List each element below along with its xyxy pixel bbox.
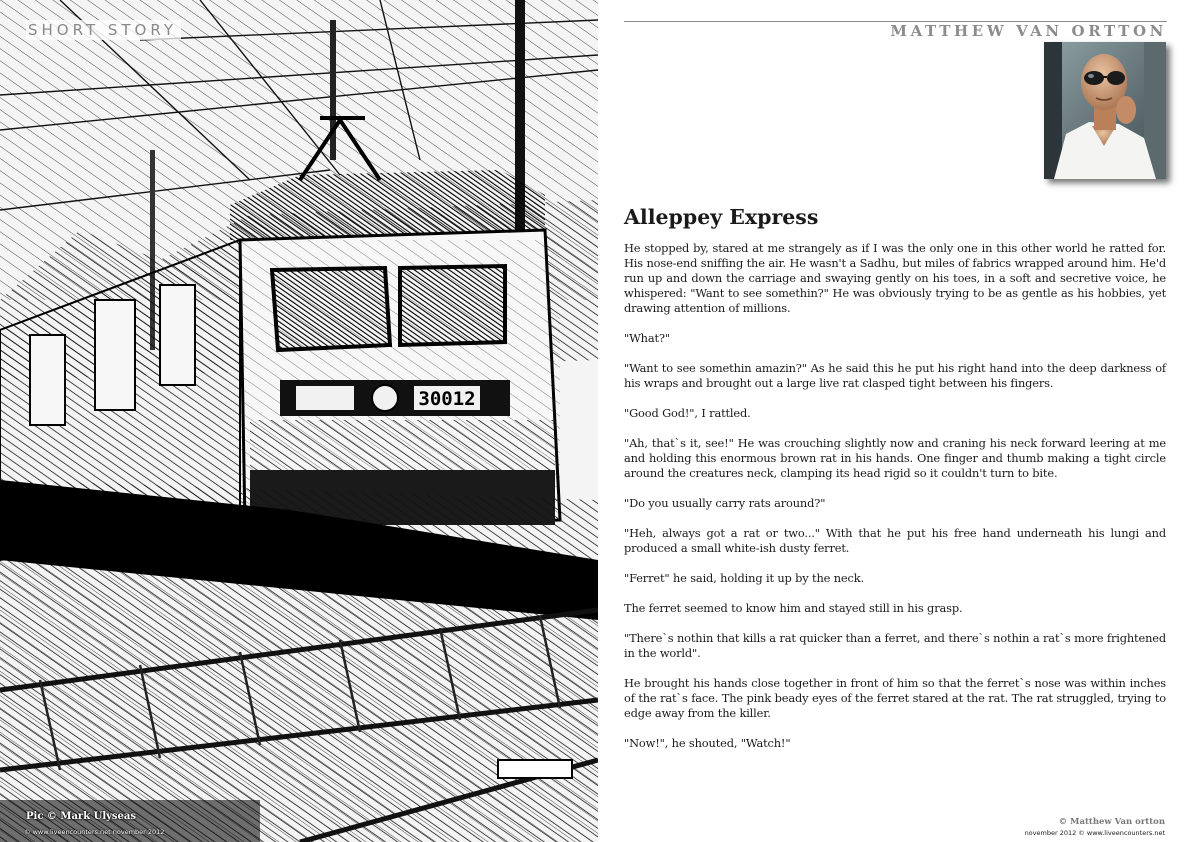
story-paragraph: "Do you usually carry rats around?" — [624, 496, 826, 510]
locomotive-number: 30012 — [418, 388, 476, 410]
section-label: SHORT STORY — [26, 20, 181, 40]
story-paragraph: The ferret seemed to know him and stayed still in his grasp. — [624, 601, 963, 615]
story-paragraph: He brought his hands close together in front of him so that the ferret`s nose was within inches of the rat`s face. The pink beady eyes of the ferret stared at the rat. The rat struggled, trying to edge away from the killer. — [624, 676, 1166, 720]
story-paragraph: "What?" — [624, 331, 670, 345]
story-body — [624, 241, 1166, 766]
story-paragraph: He stopped by, stared at me strangely as if I was the only one in this other world he ratted for. His nose-end sniffing the air. He wasn't a Sadhu, but miles of fabrics wrapped around him. He'd run up and down the carriage and swaying gently on his toes, in a soft and secretive voice, he whispered: "Want to see somethin?" He was obviously trying to be as gentle as his hobbies, yet drawing attention of millions. — [624, 241, 1166, 315]
issue-footer: november 2012 © www.liveencounters.net — [1024, 829, 1165, 837]
left-page-footer: © www.liveencounters.net november 2012 — [24, 828, 165, 836]
story-paragraph: "Ah, that`s it, see!" He was crouching slightly now and craning his neck forward leering at me and holding this enormous brown rat in his hands. One finger and thumb making a tight circle around the creatures neck, clamping its head rigid so it couldn't turn to bite. — [624, 436, 1166, 480]
story-paragraph: "Heh, always got a rat or two..." With that he put his free hand underneath his lungi and produced a small white-ish dusty ferret. — [624, 526, 1166, 555]
author-name: MATTHEW VAN ORTTON — [890, 22, 1167, 40]
story-paragraph: "Good God!", I rattled. — [624, 406, 751, 420]
story-paragraph: "Want to see somethin amazin?" As he said this he put his right hand into the deep darkness of his wraps and brought out a large live rat clasped tight between his fingers. — [624, 361, 1166, 390]
photo-credit: Pic © Mark Ulyseas — [26, 811, 137, 822]
author-copyright: © Matthew Van ortton — [1058, 817, 1165, 827]
author-photo — [1044, 42, 1166, 179]
story-paragraph: "Now!", he shouted, "Watch!" — [624, 736, 791, 750]
story-title: Alleppey Express — [624, 205, 819, 229]
story-paragraph: "There`s nothin that kills a rat quicker than a ferret, and there`s nothin a rat`s more frightened in the world". — [624, 631, 1166, 660]
author-portrait-image — [1044, 42, 1166, 179]
story-paragraph: "Ferret" he said, holding it up by the neck. — [624, 571, 864, 585]
